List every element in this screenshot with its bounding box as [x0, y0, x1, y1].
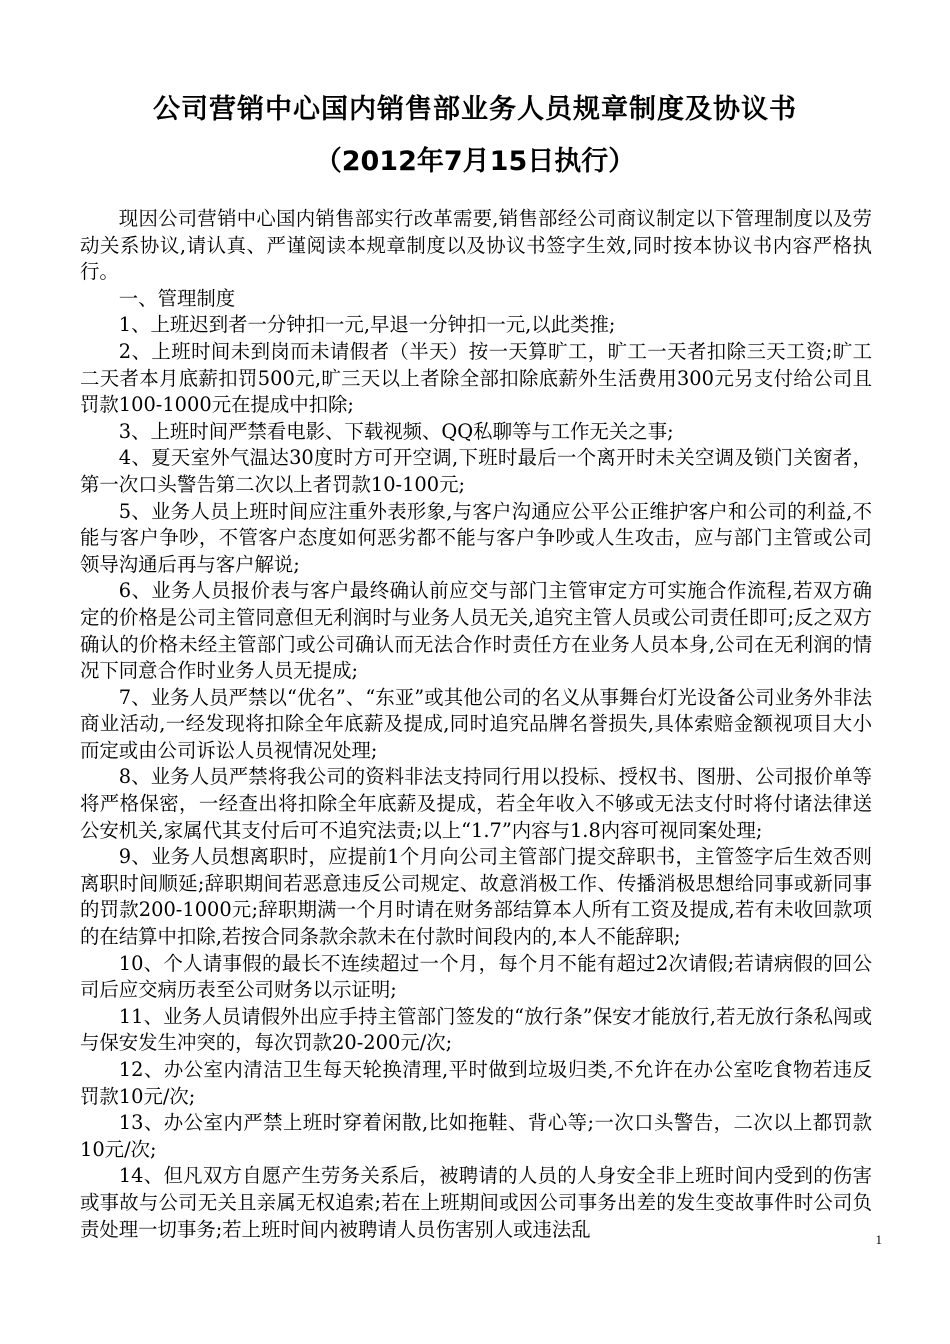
- rule-item-5: 5、业务人员上班时间应注重外表形象,与客户沟通应公平公正维护客户和公司的利益,不能与客户争吵，不管客户态度如何恶劣都不能与客户争吵或人生攻击，应与部门主管或公司领导沟通后再与客户解说;: [80, 499, 872, 576]
- rule-item-10: 10、个人请事假的最长不连续超过一个月，每个月不能有超过2次请假;若请病假的回公司后应交病历表至公司财务以示证明;: [80, 951, 872, 1002]
- rule-item-2: 2、上班时间未到岗而未请假者（半天）按一天算旷工，旷工一天者扣除三天工资;旷工二天者本月底薪扣罚500元,旷三天以上者除全部扣除底薪外生活费用300元另支付给公司且罚款100-1000元在提成中扣除;: [80, 339, 872, 417]
- rule-item-14: 14、但凡双方自愿产生劳务关系后，被聘请的人员的人身安全非上班时间内受到的伤害或事故与公司无关且亲属无权追索;若在上班期间或因公司事务出差的发生变故事件时公司负责处理一切事务;若上班时间内被聘请人员伤害别人或违法乱: [80, 1164, 872, 1241]
- rule-item-3: 3、上班时间严禁看电影、下载视频、QQ私聊等与工作无关之事;: [118, 419, 674, 443]
- rule-item-11: 11、业务人员请假外出应手持主管部门签发的“放行条”保安才能放行,若无放行条私闯或与保安发生冲突的，每次罚款20-200元/次;: [80, 1004, 872, 1055]
- document-subtitle: （2012年7月15日执行）: [314, 146, 636, 177]
- rule-item-8: 8、业务人员严禁将我公司的资料非法支持同行用以投标、授权书、图册、公司报价单等将严格保密，一经查出将扣除全年底薪及提成，若全年收入不够或无法支付时将付诸法律送公安机关,家属代其支付后可不追究法责;以上“1.7”内容与1.8内容可视同案处理;: [80, 765, 872, 842]
- rule-item-6: 6、业务人员报价表与客户最终确认前应交与部门主管审定方可实施合作流程,若双方确定的价格是公司主管同意但无利润时与业务人员无关,追究主管人员或公司责任即可;反之双方确认的价格未经主管部门或公司确认而无法合作时责任方在业务人员本身,公司在无利润的情况下同意合作时业务人员无提成;: [80, 579, 872, 683]
- rule-item-9: 9、业务人员想离职时，应提前1个月向公司主管部门提交辞职书，主管签字后生效否则离职时间顺延;辞职期间若恶意违反公司规定、故意消极工作、传播消极思想给同事或新同事的罚款200-1000元;辞职期满一个月时请在财务部结算本人所有工资及提成,若有未收回款项的在结算中扣除,若按合同条款余款未在付款时间段内的,本人不能辞职;: [80, 845, 872, 949]
- rule-item-12: 12、办公室内清洁卫生每天轮换清理,平时做到垃圾归类,不允许在办公室吃食物若违反罚款10元/次;: [80, 1058, 872, 1108]
- rule-item-1: 1、上班迟到者一分钟扣一元,早退一分钟扣一元,以此类推;: [118, 313, 616, 337]
- document-title: 公司营销中心国内销售部业务人员规章制度及协议书: [153, 94, 797, 125]
- page-number: 1: [875, 1232, 882, 1247]
- section-heading: 一、管理制度: [118, 286, 236, 310]
- intro-paragraph: 现因公司营销中心国内销售部实行改革需要,销售部经公司商议制定以下管理制度以及劳动关系协议,请认真、严谨阅读本规章制度以及协议书签字生效,同时按本协议书内容严格执行。: [80, 207, 872, 284]
- document-body: [80, 206, 872, 1243]
- rule-item-7: 7、业务人员严禁以“优名”、“东亚”或其他公司的名义从事舞台灯光设备公司业务外非法商业活动,一经发现将扣除全年底薪及提成,同时追究品牌名誉损失,具体索赔金额视项目大小而定或由公司诉讼人员视情况处理;: [80, 685, 872, 762]
- rule-item-13: 13、办公室内严禁上班时穿着闲散,比如拖鞋、背心等;一次口头警告，二次以上都罚款10元/次;: [80, 1111, 872, 1161]
- rule-item-4: 4、夏天室外气温达30度时方可开空调,下班时最后一个离开时未关空调及锁门关窗者，第一次口头警告第二次以上者罚款10-100元;: [80, 446, 872, 496]
